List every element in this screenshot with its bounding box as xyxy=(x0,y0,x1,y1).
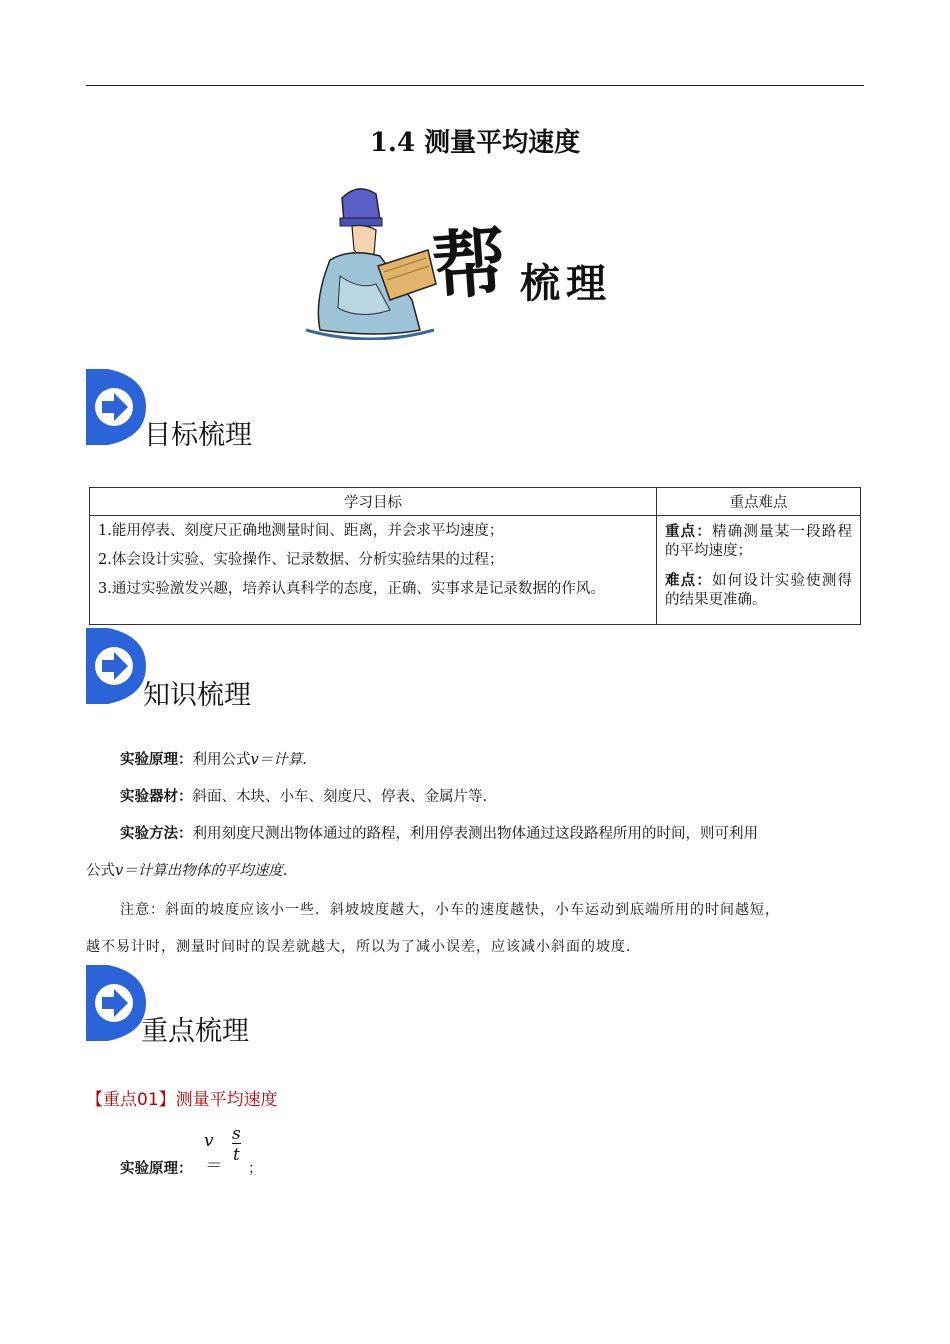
goal-item: 2.体会设计实验、实验操作、记录数据、分析实验结果的过程； xyxy=(98,552,504,568)
difficult-text: 如何设计实验使测得的结果更准确。 xyxy=(665,573,853,608)
goals-table xyxy=(89,487,861,625)
key-point xyxy=(665,522,852,561)
goals-cell xyxy=(90,516,657,625)
page-title: 1.4 测量平均速度 xyxy=(369,128,581,158)
key-principle-line xyxy=(120,1124,263,1177)
header-learning-goals: 学习目标 xyxy=(90,488,657,516)
banner-illustration xyxy=(300,180,630,340)
arrow-circle-icon xyxy=(86,965,146,1041)
key-text: 精确测量某一段路程的平均速度； xyxy=(665,524,853,559)
formula-fraction xyxy=(232,1125,241,1164)
scholar-figure-icon xyxy=(300,180,440,340)
formula-numerator: s xyxy=(232,1124,241,1144)
section-title-knowledge: 知识梳理 xyxy=(143,680,251,711)
equipment-text: 斜面、木块、小车、刻度尺、停表、金属片等. xyxy=(192,789,488,805)
equipment-label: 实验器材： xyxy=(120,789,193,805)
goal-item: 1.能用停表、刻度尺正确地测量时间、距离，并会求平均速度； xyxy=(98,523,504,539)
banner-big-char: 帮 xyxy=(429,219,510,311)
method-line-2 xyxy=(86,853,864,890)
table-row xyxy=(90,516,861,625)
principle-line xyxy=(86,742,864,779)
arrow-circle-icon xyxy=(86,628,146,704)
principle-label: 实验原理： xyxy=(120,752,193,768)
difficult-point xyxy=(665,571,852,610)
table-header-row xyxy=(90,488,861,516)
arrow-circle-icon xyxy=(86,369,146,445)
key-label: 重点： xyxy=(665,523,713,540)
header-key-points: 重点难点 xyxy=(657,488,861,516)
section-title-key: 重点梳理 xyxy=(141,1016,249,1047)
header-rule xyxy=(86,85,864,86)
principle-text: 利用公式 xyxy=(192,752,251,768)
key-principle-label: 实验原理： xyxy=(120,1161,193,1177)
section-title-goals: 目标梳理 xyxy=(144,420,252,451)
method-text-2: 公式 xyxy=(86,863,115,879)
key-heading: 【重点01】测量平均速度 xyxy=(86,1090,278,1110)
principle-formula: v＝计算. xyxy=(250,752,307,768)
note-line: 注意：斜面的坡度应该小一些．斜坡坡度越大，小车的速度越快，小车运动到底端所用的时间越短， xyxy=(120,902,780,918)
note-line-2: 越不易计时，测量时间时的误差就越大，所以为了减小误差，应该减小斜面的坡度． xyxy=(86,939,641,955)
knowledge-body xyxy=(86,742,864,966)
formula-lhs: v＝ xyxy=(204,1131,221,1176)
formula-denominator: t xyxy=(232,1145,240,1165)
formula-tail: ； xyxy=(248,1161,263,1177)
method-label: 实验方法： xyxy=(120,826,193,842)
key-points-cell xyxy=(657,516,861,625)
goal-item: 3.通过实验激发兴趣，培养认真科学的态度，正确、实事求是记录数据的作风。 xyxy=(98,581,605,597)
method-formula: v＝计算出物体的平均速度. xyxy=(115,863,288,879)
difficult-label: 难点： xyxy=(665,572,713,589)
method-line xyxy=(86,816,864,853)
equipment-line xyxy=(86,779,864,816)
banner-small-chars: 梳理 xyxy=(520,260,612,307)
method-text: 利用刻度尺测出物体通过的路程，利用停表测出物体通过这段路程所用的时间，则可利用 xyxy=(192,826,758,842)
